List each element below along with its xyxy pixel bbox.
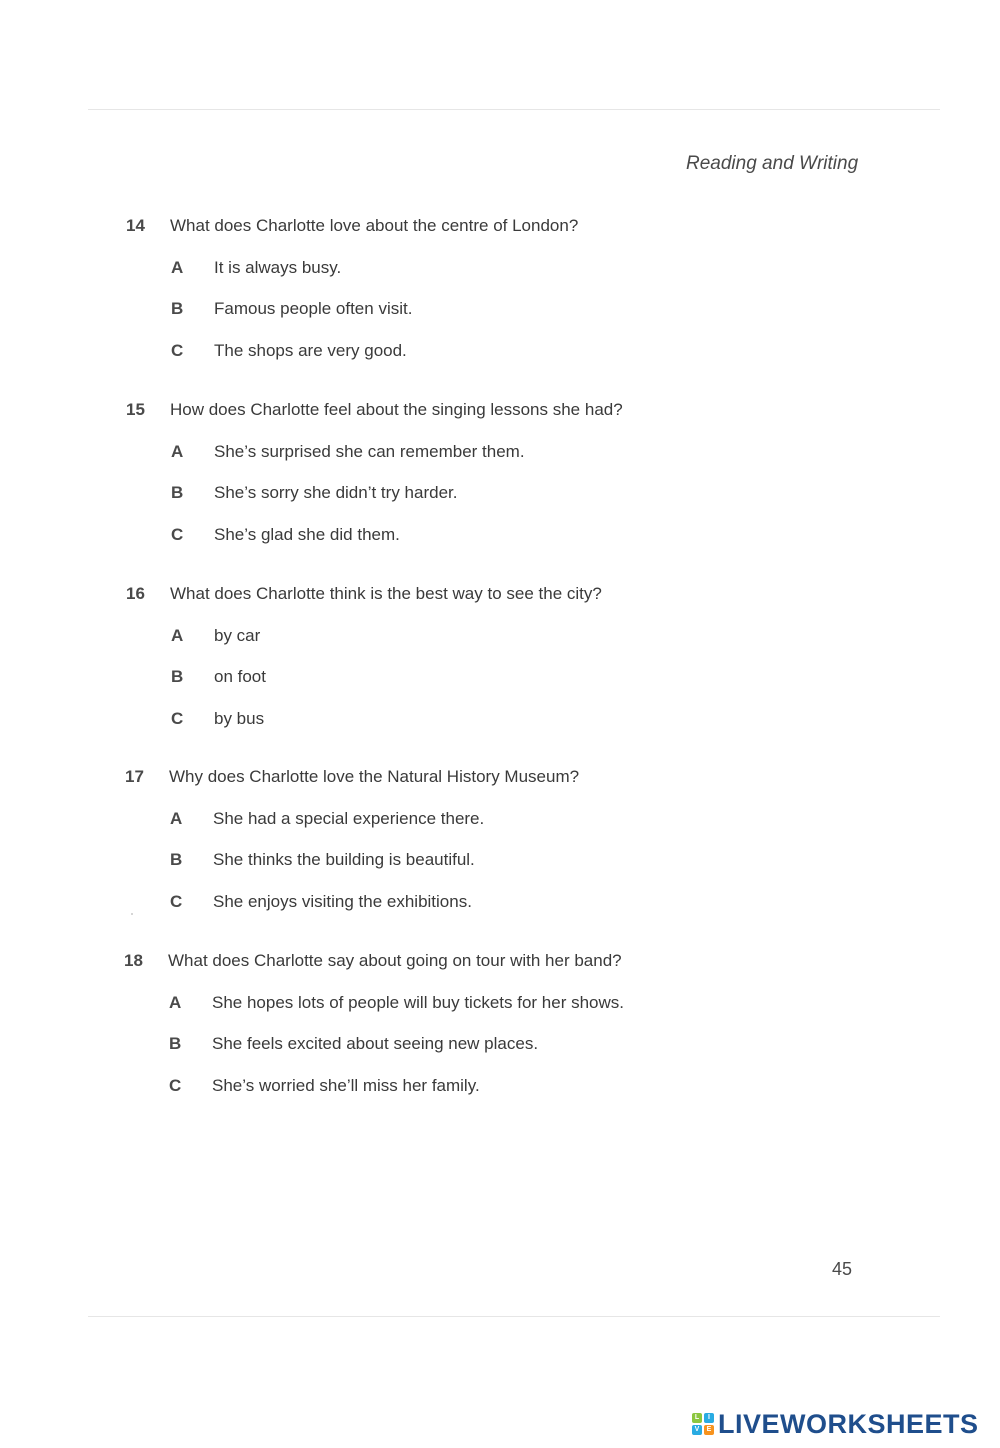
option-letter: A: [171, 258, 184, 277]
option-letter: B: [169, 1034, 182, 1053]
option-text: by bus: [214, 709, 265, 728]
option-b[interactable]: [0, 667, 1000, 691]
option-text: on foot: [214, 667, 266, 686]
option-letter: A: [170, 809, 183, 828]
option-b[interactable]: [0, 299, 1000, 323]
logo-square-v: V: [692, 1425, 702, 1435]
top-divider: [88, 109, 940, 110]
option-text: by car: [214, 626, 261, 645]
option-text: She’s surprised she can remember them.: [214, 442, 525, 461]
liveworksheets-brand[interactable]: [692, 1408, 979, 1440]
question-number: 18: [124, 951, 143, 970]
option-c[interactable]: [0, 892, 999, 916]
option-letter: A: [171, 626, 184, 645]
option-text: She’s sorry she didn’t try harder.: [214, 483, 458, 502]
question-number: 14: [126, 216, 145, 235]
option-a[interactable]: [0, 993, 998, 1017]
option-letter: B: [171, 483, 184, 502]
option-letter: C: [171, 709, 184, 728]
option-c[interactable]: [0, 525, 1000, 549]
question-16: [0, 584, 1000, 754]
bottom-divider: [88, 1316, 940, 1317]
option-text: Famous people often visit.: [214, 299, 413, 318]
question-14: [0, 216, 1000, 386]
question-text: What does Charlotte say about going on tour with her band?: [168, 951, 622, 970]
option-text: It is always busy.: [214, 258, 342, 277]
option-c[interactable]: [0, 709, 1000, 733]
question-number: 17: [125, 767, 144, 786]
option-text: She enjoys visiting the exhibitions.: [213, 892, 472, 911]
logo-square-e: E: [704, 1425, 714, 1435]
option-c[interactable]: [0, 341, 1000, 365]
scan-speck: [131, 913, 133, 915]
logo-square-l: L: [692, 1413, 702, 1423]
brand-name: LIVEWORKSHEETS: [718, 1408, 979, 1439]
option-letter: A: [171, 442, 184, 461]
option-a[interactable]: [0, 442, 1000, 466]
question-18: [0, 951, 998, 1121]
option-b[interactable]: [0, 850, 999, 874]
option-text: The shops are very good.: [214, 341, 407, 360]
option-text: She’s glad she did them.: [214, 525, 400, 544]
option-text: She hopes lots of people will buy tickets for her shows.: [212, 993, 624, 1012]
question-17: [0, 767, 999, 937]
question-number: 15: [126, 400, 145, 419]
option-letter: B: [171, 299, 184, 318]
option-a[interactable]: [0, 258, 1000, 282]
option-text: She thinks the building is beautiful.: [213, 850, 475, 869]
option-text: She’s worried she’ll miss her family.: [212, 1076, 480, 1095]
option-letter: C: [170, 892, 183, 911]
section-title: Reading and Writing: [686, 153, 859, 174]
option-a[interactable]: [0, 626, 1000, 650]
option-letter: B: [170, 850, 183, 869]
liveworksheets-logo-icon: [692, 1413, 714, 1435]
question-text: What does Charlotte love about the centre of London?: [170, 216, 579, 235]
page-number: 45: [832, 1259, 853, 1279]
option-letter: B: [171, 667, 184, 686]
option-letter: C: [169, 1076, 182, 1095]
option-c[interactable]: [0, 1076, 998, 1100]
option-letter: C: [171, 525, 184, 544]
option-letter: C: [171, 341, 184, 360]
option-a[interactable]: [0, 809, 999, 833]
question-text: Why does Charlotte love the Natural History Museum?: [169, 767, 580, 786]
option-letter: A: [169, 993, 182, 1012]
option-b[interactable]: [0, 483, 1000, 507]
question-text: What does Charlotte think is the best way to see the city?: [170, 584, 602, 603]
option-b[interactable]: [0, 1034, 998, 1058]
question-text: How does Charlotte feel about the singing lessons she had?: [170, 400, 623, 419]
question-15: [0, 400, 1000, 570]
question-number: 16: [126, 584, 145, 603]
logo-square-i: I: [704, 1413, 714, 1423]
option-text: She feels excited about seeing new places.: [212, 1034, 539, 1053]
option-text: She had a special experience there.: [213, 809, 485, 828]
